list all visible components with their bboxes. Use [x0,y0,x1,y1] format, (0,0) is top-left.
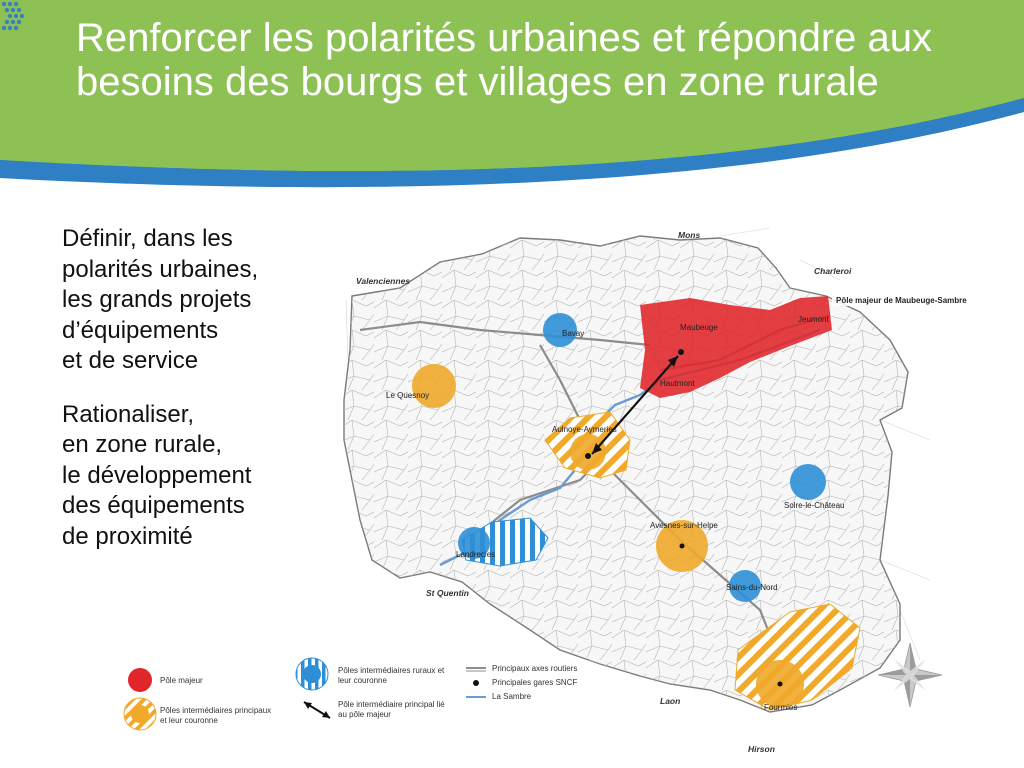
label-hautmont: Hautmont [660,379,695,388]
legend-blue-icon [294,656,330,692]
label-le-quesnoy: Le Quesnoy [386,391,430,400]
legend-pole-lie: Pôle intermédiaire principal lié au pôle majeur [338,700,445,719]
label-avesnes: Avesnes-sur-Helpe [650,521,718,530]
text-line: et de service [62,347,199,374]
label-aulnoye: Aulnoye-Aymeries [552,425,617,434]
legend-gares: Principales gares SNCF [492,678,578,687]
pole-solre [790,464,826,500]
train-station-dot [678,349,684,355]
legend-red-icon [126,666,154,694]
slide-title: Renforcer les polarités urbaines et répondre aux besoins des bourgs et villages en zone rurale [76,16,933,104]
city-laon: Laon [660,696,681,706]
pole-aulnoye [570,434,606,470]
text-line: polarités urbaines, [62,255,259,283]
train-station-dot [778,682,783,687]
city-st-quentin: St Quentin [426,588,469,598]
pole-majeur-label: Pôle majeur de Maubeuge-Sambre [836,296,967,305]
legend-orange-icon [122,696,158,732]
legend-lines-icon [464,664,488,708]
train-station-dot [680,544,685,549]
label-solre: Solre-le-Château [784,501,845,510]
legend-sambre: La Sambre [492,692,532,701]
label-fourmies: Fourmies [764,703,798,712]
legend-pole-majeur: Pôle majeur [160,676,203,685]
title-banner [0,0,1024,210]
label-bavay: Bavay [562,329,585,338]
pole-le-quesnoy [412,364,456,408]
paragraph-rationaliser [62,400,332,553]
legend-poles-ruraux: Pôles intermédiaires ruraux et leur couronne [338,666,445,685]
label-sains: Sains-du-Nord [726,583,778,592]
text-line: le développement [62,461,252,489]
text-line: en zone rurale, [62,431,223,458]
city-charleroi: Charleroi [814,266,852,276]
text-line: des équipements [62,492,245,519]
map-legend [118,656,598,736]
text-line: d’équipements [62,316,219,344]
train-station-dot [585,453,591,459]
legend-arrow-icon [300,698,334,722]
text-line: Définir, dans les [62,225,233,252]
legend-poles-principaux: Pôles intermédiaires principaux et leur couronne [160,706,272,725]
label-jeumont: Jeumont [798,315,829,324]
city-mons: Mons [678,230,701,240]
paragraph-definir [62,224,332,377]
label-landrecies: Landrecies [456,550,496,559]
city-hirson: Hirson [748,744,775,754]
bullet-dots-icon [0,0,34,36]
body-text [62,224,332,575]
text-line: Rationaliser, [62,400,195,428]
label-maubeuge: Maubeuge [680,323,718,332]
text-line: les grands projets [62,286,252,313]
legend-axes: Principaux axes routiers [492,664,578,673]
city-valenciennes: Valenciennes [356,276,411,286]
text-line: de proximité [62,522,193,550]
